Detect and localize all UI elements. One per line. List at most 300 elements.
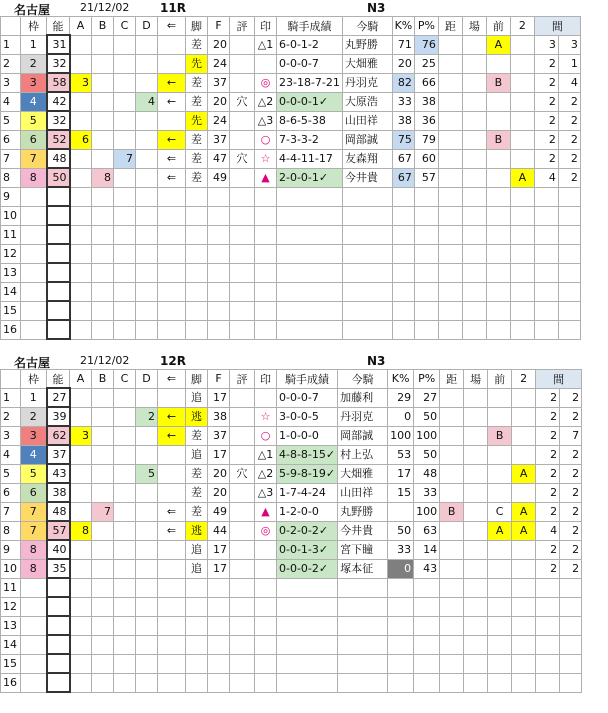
cell-kishu [338, 578, 388, 597]
cell-kyo [440, 616, 464, 635]
cell-kyo [438, 92, 462, 111]
cell-arrow [158, 597, 186, 616]
cell-nou: 37 [47, 445, 70, 464]
cell-mae [488, 407, 512, 426]
column-header: 騎手成績 [277, 370, 338, 389]
cell-kishu: 今井貴 [338, 521, 388, 540]
cell-p [414, 597, 440, 616]
column-header: 間 [536, 370, 582, 389]
cell-no: 15 [1, 654, 21, 673]
cell-arrow: ⇐ [158, 502, 186, 521]
cell-f [208, 263, 230, 282]
cell-m2 [560, 635, 582, 654]
cell-p: 50 [414, 407, 440, 426]
cell-m1 [536, 578, 560, 597]
cell-p [414, 320, 438, 339]
cell-ba [464, 483, 488, 502]
cell-m2: 2 [560, 388, 582, 407]
column-header: 前 [488, 370, 512, 389]
cell-c [114, 407, 136, 426]
cell-b [92, 388, 114, 407]
cell-m2: 7 [560, 426, 582, 445]
cell-kishu [338, 635, 388, 654]
cell-c [114, 464, 136, 483]
cell-waku [21, 244, 47, 263]
cell-a [70, 597, 92, 616]
cell-f [208, 320, 230, 339]
cell-hyo [230, 225, 255, 244]
cell-ni [510, 301, 534, 320]
cell-kishu: 村上弘 [338, 445, 388, 464]
cell-no: 12 [1, 244, 21, 263]
cell-seiseki: 1-0-0-0 [277, 426, 338, 445]
cell-mae [488, 540, 512, 559]
cell-ba [462, 282, 486, 301]
column-header: F [208, 370, 230, 389]
cell-ba [462, 244, 486, 263]
cell-no: 3 [1, 426, 21, 445]
cell-mark: ○ [255, 426, 277, 445]
cell-hyo [230, 502, 255, 521]
cell-m1 [534, 301, 558, 320]
column-header: 枠 [21, 370, 47, 389]
cell-hyo [230, 635, 255, 654]
cell-kyaku: 追 [186, 388, 208, 407]
cell-waku [21, 616, 47, 635]
cell-a [70, 263, 92, 282]
cell-f: 17 [208, 445, 230, 464]
cell-kishu [342, 263, 392, 282]
cell-ba [464, 445, 488, 464]
cell-arrow [158, 320, 186, 339]
cell-hyo [230, 407, 255, 426]
cell-m2: 2 [560, 559, 582, 578]
cell-kyo [440, 483, 464, 502]
cell-mae [486, 301, 510, 320]
table-row [1, 464, 582, 483]
cell-no: 1 [1, 388, 21, 407]
table-row [1, 54, 581, 73]
cell-hyo [230, 130, 255, 149]
cell-mae [488, 635, 512, 654]
cell-nou: 40 [47, 540, 70, 559]
table-row [1, 559, 582, 578]
cell-b [92, 464, 114, 483]
cell-no: 6 [1, 130, 21, 149]
cell-mae [488, 483, 512, 502]
table-row [1, 320, 581, 339]
table-row [1, 673, 582, 692]
cell-arrow [158, 635, 186, 654]
cell-kyo [440, 597, 464, 616]
cell-ni: A [512, 521, 536, 540]
cell-b [92, 407, 114, 426]
cell-a [70, 92, 92, 111]
cell-d [136, 130, 158, 149]
table-row [1, 73, 581, 92]
cell-mae [486, 206, 510, 225]
cell-b [92, 654, 114, 673]
cell-ni [510, 244, 534, 263]
cell-seiseki: 7-3-3-2 [277, 130, 343, 149]
column-header: 脚 [186, 17, 208, 36]
cell-k [392, 263, 414, 282]
cell-seiseki [277, 187, 343, 206]
cell-ni [510, 92, 534, 111]
cell-p [414, 635, 440, 654]
column-header: P% [414, 17, 438, 36]
cell-a [70, 502, 92, 521]
cell-ni: A [512, 464, 536, 483]
cell-waku: 7 [21, 521, 47, 540]
cell-mark: ◎ [255, 73, 277, 92]
entry-table [0, 369, 582, 693]
cell-mark [255, 654, 277, 673]
cell-no: 4 [1, 92, 21, 111]
cell-k [392, 244, 414, 263]
cell-m2 [560, 597, 582, 616]
cell-waku [21, 206, 47, 225]
cell-b [92, 635, 114, 654]
cell-b [92, 187, 114, 206]
cell-kyaku [186, 187, 208, 206]
cell-d [136, 149, 158, 168]
cell-kyaku: 差 [186, 149, 208, 168]
cell-kishu: 今井貴 [342, 168, 392, 187]
cell-waku: 6 [21, 130, 47, 149]
column-header: A [70, 370, 92, 389]
cell-ni [512, 559, 536, 578]
cell-kyo [440, 635, 464, 654]
cell-m2 [560, 673, 582, 692]
cell-p: 66 [414, 73, 438, 92]
column-header: B [92, 17, 114, 36]
cell-d: 4 [136, 92, 158, 111]
cell-a [70, 187, 92, 206]
cell-ni [510, 149, 534, 168]
cell-ba [464, 464, 488, 483]
cell-arrow [158, 301, 186, 320]
cell-f [208, 282, 230, 301]
table-row [1, 187, 581, 206]
cell-kishu: 丸野勝 [338, 502, 388, 521]
cell-arrow: ← [158, 130, 186, 149]
cell-d [136, 483, 158, 502]
cell-mae: A [486, 35, 510, 54]
cell-kyaku [186, 578, 208, 597]
cell-a [70, 635, 92, 654]
cell-waku: 5 [21, 464, 47, 483]
cell-arrow [158, 654, 186, 673]
cell-m2: 2 [560, 540, 582, 559]
cell-c [114, 187, 136, 206]
cell-b [92, 54, 114, 73]
cell-seiseki: 1-7-4-24 [277, 483, 338, 502]
cell-f [208, 187, 230, 206]
cell-kyo [440, 559, 464, 578]
cell-k: 82 [392, 73, 414, 92]
cell-kishu [338, 673, 388, 692]
cell-d [136, 635, 158, 654]
cell-p [414, 187, 438, 206]
cell-a [70, 654, 92, 673]
cell-mark [255, 54, 277, 73]
table-row [1, 149, 581, 168]
cell-hyo [230, 111, 255, 130]
cell-seiseki [277, 635, 338, 654]
cell-b [92, 320, 114, 339]
cell-hyo [230, 187, 255, 206]
cell-waku: 3 [21, 426, 47, 445]
column-header: 枠 [21, 17, 47, 36]
cell-d [136, 168, 158, 187]
cell-nou: 42 [47, 92, 70, 111]
cell-mark [255, 263, 277, 282]
cell-kyaku [186, 597, 208, 616]
cell-no: 9 [1, 540, 21, 559]
cell-ba [464, 616, 488, 635]
cell-arrow [158, 54, 186, 73]
cell-p: 25 [414, 54, 438, 73]
cell-arrow: ← [158, 407, 186, 426]
column-header: 場 [462, 17, 486, 36]
cell-c [114, 168, 136, 187]
cell-c [114, 559, 136, 578]
cell-waku: 8 [21, 559, 47, 578]
cell-d [136, 263, 158, 282]
cell-p: 57 [414, 168, 438, 187]
cell-a [70, 206, 92, 225]
table-row [1, 635, 582, 654]
cell-hyo [230, 483, 255, 502]
cell-nou [47, 616, 70, 635]
cell-mark: △3 [255, 111, 277, 130]
cell-seiseki: 0-0-0-1✓ [277, 92, 343, 111]
cell-no: 2 [1, 407, 21, 426]
cell-kyaku [186, 673, 208, 692]
cell-seiseki: 8-6-5-38 [277, 111, 343, 130]
cell-no: 13 [1, 263, 21, 282]
cell-kishu [342, 320, 392, 339]
race-date: 21/12/02 [80, 354, 130, 367]
cell-b [92, 149, 114, 168]
column-header: 2 [512, 370, 536, 389]
cell-b: 7 [92, 502, 114, 521]
table-row [1, 282, 581, 301]
cell-waku: 1 [21, 388, 47, 407]
cell-m1: 2 [536, 559, 560, 578]
cell-b [92, 35, 114, 54]
cell-nou [47, 225, 70, 244]
cell-mae [486, 320, 510, 339]
cell-mark [255, 301, 277, 320]
cell-no: 12 [1, 597, 21, 616]
cell-m1 [534, 206, 558, 225]
cell-ba [462, 206, 486, 225]
cell-m1: 2 [536, 483, 560, 502]
cell-ni [510, 282, 534, 301]
cell-f: 37 [208, 426, 230, 445]
cell-waku [21, 263, 47, 282]
cell-b [92, 445, 114, 464]
cell-mae [488, 388, 512, 407]
cell-seiseki: 0-0-0-7 [277, 54, 343, 73]
table-row [1, 263, 581, 282]
table-row [1, 407, 582, 426]
column-header: 前 [486, 17, 510, 36]
cell-m1 [536, 616, 560, 635]
cell-f: 17 [208, 388, 230, 407]
cell-hyo [230, 244, 255, 263]
cell-a: 3 [70, 426, 92, 445]
cell-kyo [438, 111, 462, 130]
cell-p [414, 263, 438, 282]
cell-ni: A [510, 168, 534, 187]
cell-ni [512, 540, 536, 559]
cell-f: 17 [208, 559, 230, 578]
header-blank [1, 370, 21, 389]
column-header: 間 [534, 17, 580, 36]
cell-a [70, 616, 92, 635]
cell-arrow [158, 388, 186, 407]
cell-hyo [230, 388, 255, 407]
column-header: ⇐ [158, 370, 186, 389]
cell-c [114, 483, 136, 502]
column-header: 今騎 [342, 17, 392, 36]
cell-mae [486, 92, 510, 111]
cell-m2: 2 [558, 111, 580, 130]
cell-nou [47, 263, 70, 282]
cell-k [388, 597, 414, 616]
cell-mae [488, 559, 512, 578]
cell-seiseki [277, 654, 338, 673]
header-row [1, 17, 581, 36]
cell-nou: 62 [47, 426, 70, 445]
cell-ni [512, 616, 536, 635]
cell-kyaku: 逃 [186, 407, 208, 426]
column-header: 距 [440, 370, 464, 389]
cell-hyo [230, 445, 255, 464]
cell-nou: 27 [47, 388, 70, 407]
table-row [1, 130, 581, 149]
cell-mae [486, 111, 510, 130]
cell-kyo [440, 426, 464, 445]
cell-no: 1 [1, 35, 21, 54]
cell-kyaku: 差 [186, 130, 208, 149]
cell-kyaku [186, 616, 208, 635]
venue-name: 名古屋 [14, 3, 51, 17]
cell-p: 43 [414, 559, 440, 578]
cell-arrow: ← [158, 426, 186, 445]
cell-mark [255, 578, 277, 597]
cell-d [136, 521, 158, 540]
cell-c [114, 206, 136, 225]
race-number: 12R [160, 354, 186, 368]
cell-d [136, 54, 158, 73]
cell-waku [21, 301, 47, 320]
cell-c [114, 426, 136, 445]
cell-ni: A [512, 502, 536, 521]
cell-seiseki [277, 225, 343, 244]
cell-no: 13 [1, 616, 21, 635]
cell-mark [255, 282, 277, 301]
cell-no: 2 [1, 54, 21, 73]
cell-d [136, 320, 158, 339]
cell-m1 [536, 654, 560, 673]
cell-a [70, 388, 92, 407]
cell-b [92, 559, 114, 578]
cell-d [136, 35, 158, 54]
cell-mark: ☆ [255, 149, 277, 168]
cell-arrow [158, 263, 186, 282]
cell-c [114, 282, 136, 301]
cell-p [414, 225, 438, 244]
cell-kyaku: 先 [186, 111, 208, 130]
cell-m2: 1 [558, 54, 580, 73]
cell-hyo [230, 540, 255, 559]
cell-no: 7 [1, 502, 21, 521]
cell-d [136, 597, 158, 616]
cell-m2: 2 [558, 168, 580, 187]
cell-mae [488, 578, 512, 597]
cell-k: 53 [388, 445, 414, 464]
cell-m1: 3 [534, 35, 558, 54]
cell-arrow [158, 244, 186, 263]
cell-seiseki: 0-0-0-7 [277, 388, 338, 407]
cell-mae [486, 263, 510, 282]
cell-m1: 2 [534, 149, 558, 168]
cell-a [70, 483, 92, 502]
cell-waku: 2 [21, 54, 47, 73]
cell-kyo [440, 445, 464, 464]
cell-arrow: ⇐ [158, 168, 186, 187]
table-row [1, 225, 581, 244]
cell-mark [255, 244, 277, 263]
cell-mark [255, 206, 277, 225]
cell-mark [255, 635, 277, 654]
cell-no: 16 [1, 320, 21, 339]
cell-ni [512, 635, 536, 654]
cell-c: 7 [114, 149, 136, 168]
cell-kyaku [186, 263, 208, 282]
cell-f [208, 597, 230, 616]
cell-p: 63 [414, 521, 440, 540]
cell-kyaku [186, 654, 208, 673]
cell-kyo [438, 130, 462, 149]
cell-ni [512, 578, 536, 597]
column-header: 能 [47, 17, 70, 36]
cell-mark [255, 673, 277, 692]
cell-f: 20 [208, 464, 230, 483]
race-header [0, 0, 600, 16]
cell-kishu: 塚本征 [338, 559, 388, 578]
cell-p: 79 [414, 130, 438, 149]
cell-c [114, 616, 136, 635]
cell-mae [486, 168, 510, 187]
cell-waku: 7 [21, 149, 47, 168]
cell-hyo [230, 320, 255, 339]
cell-m2 [558, 263, 580, 282]
cell-m2: 2 [560, 483, 582, 502]
column-header: C [114, 17, 136, 36]
cell-d [136, 559, 158, 578]
cell-nou: 50 [47, 168, 70, 187]
cell-mae: B [486, 130, 510, 149]
cell-a [70, 301, 92, 320]
cell-ba [464, 578, 488, 597]
cell-mark [255, 388, 277, 407]
cell-waku [21, 225, 47, 244]
